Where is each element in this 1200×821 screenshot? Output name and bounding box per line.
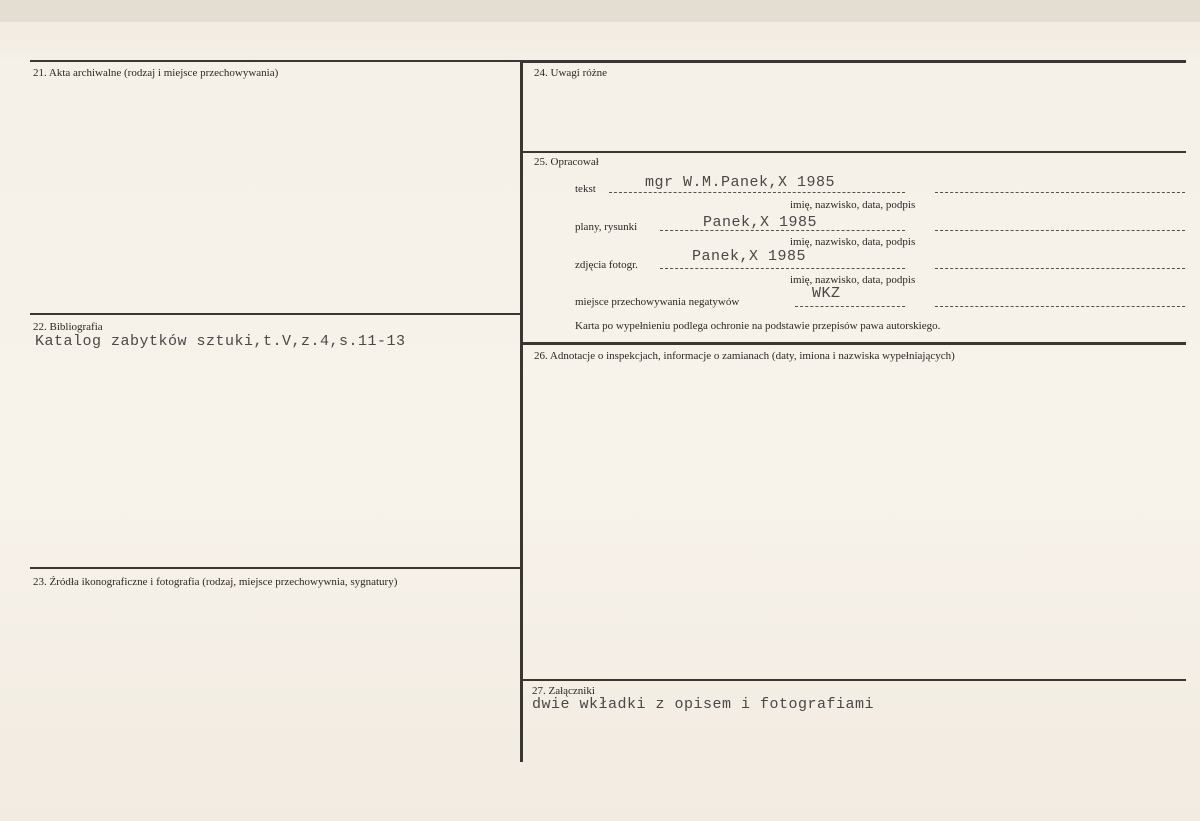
- row-text-line-1: [609, 192, 905, 193]
- row-text-caption: imię, nazwisko, data, podpis: [790, 199, 916, 211]
- row-photos-line-2: [935, 268, 1185, 269]
- top-rule-right: [522, 60, 1186, 63]
- section-21-label: 21. Akta archiwalne (rodzaj i miejsce przechowywania): [33, 67, 279, 79]
- rule-s26-top: [522, 342, 1186, 345]
- negatives-value: WKZ: [812, 285, 841, 302]
- section-23-label: 23. Źródła ikonograficzne i fotografia (rodzaj, miejsce przechowywnia, sygnatury): [33, 576, 398, 588]
- row-photos-line-1: [660, 268, 905, 269]
- section-24-label: 24. Uwagi różne: [534, 67, 608, 79]
- rule-s27-top: [522, 679, 1186, 681]
- rule-s22-top: [30, 313, 520, 315]
- row-text-value: mgr W.M.Panek,X 1985: [645, 174, 836, 191]
- rule-s23-top: [30, 567, 520, 569]
- row-photos-label: zdjęcia fotogr.: [575, 259, 638, 271]
- card-top-edge: [0, 0, 1200, 22]
- top-rule-left: [30, 60, 520, 62]
- center-divider: [520, 60, 523, 762]
- row-plans-value: Panek,X 1985: [703, 214, 818, 231]
- section-27-value: dwie wkładki z opisem i fotografiami: [532, 696, 875, 713]
- section-26-label: 26. Adnotacje o inspekcjach, informacje o zamianach (daty, imiona i nazwiska wypełniających): [534, 350, 955, 362]
- row-photos-value: Panek,X 1985: [692, 248, 807, 265]
- section-22-value: Katalog zabytków sztuki,t.V,z.4,s.11-13: [35, 333, 406, 350]
- row-photos-caption: imię, nazwisko, data, podpis: [790, 274, 916, 286]
- row-plans-caption: imię, nazwisko, data, podpis: [790, 236, 916, 248]
- section-22-label: 22. Bibliografia: [33, 321, 103, 333]
- negatives-line-1: [795, 306, 905, 307]
- rule-s25-top: [522, 151, 1186, 153]
- row-plans-label: plany, rysunki: [575, 221, 638, 233]
- negatives-label: miejsce przechowywania negatywów: [575, 296, 740, 308]
- row-text-label: tekst: [575, 183, 596, 195]
- copyright-note: Karta po wypełnieniu podlega ochronie na podstawie przepisów pawa autorskiego.: [575, 320, 941, 332]
- row-plans-line-2: [935, 230, 1185, 231]
- section-27-label: 27. Załączniki: [532, 685, 595, 697]
- row-text-line-2: [935, 192, 1185, 193]
- section-25-label: 25. Opracował: [534, 156, 599, 168]
- negatives-line-2: [935, 306, 1185, 307]
